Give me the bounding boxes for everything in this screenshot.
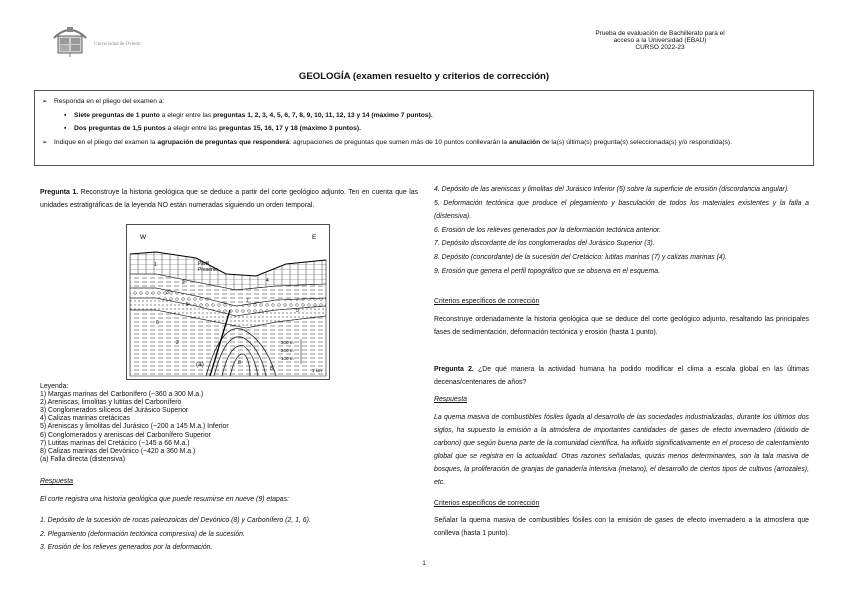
bullet-icon: ▪ (64, 125, 67, 132)
answer-steps-left (40, 514, 418, 555)
unit-label: 2 (176, 340, 179, 346)
fault-label: (a) (196, 361, 204, 368)
unit-label: 3 (166, 290, 169, 296)
page-number: 1 (422, 560, 426, 567)
answer-step: 6. Erosión de los relieves generados por la deformación tectónica anterior. (434, 226, 661, 234)
unit-label: 1 (154, 262, 157, 268)
unit-label: 4 (266, 278, 269, 284)
answer-step: 3. Erosión de los relieves generados por la deformación. (40, 544, 213, 551)
legend-item: 7) Lutitas marinas del Cretácico (~145 a 66 M.a.) (40, 439, 190, 447)
answer-text: La quema masiva de combustibles fósiles ligada al desarrollo de las sociedades industrializadas, durante los últimos dos siglos, ha supuesto la emisión a la atmósfera de importantes cantidades de gases de efecto invernadero (dióxido de carbono) que según buena parte de la comunidad científica, ha influido significativamente en el proceso de calentamiento global que se registra en la actualidad. Otras razones señaladas, quizás menos determinantes, son la tala masiva de bosques, la proliferación de granjas de ganadería intensiva (metano), el desarrollo de ciertos tipos de cultivos (arrozales), etc. (434, 414, 809, 486)
question-label: Pregunta 2. (434, 366, 474, 373)
unit-label: 6 (156, 320, 159, 326)
answer-step: 1. Depósito de la sucesión de rocas paleozoicas del Devónico (8) y Carbonífero (2, 1, 6). (40, 517, 311, 524)
legend-item: 8) Calizas marinas del Devónico (~420 a 360 M.a.) (40, 447, 196, 455)
question-2-statement: Pregunta 2. ¿De qué manera la actividad humana ha podido modificar el clima a escala global en las últimas decenas/centenares de años? (434, 366, 809, 386)
instruction-item: ▪ Dos preguntas de 1,5 puntos a elegir entre las preguntas 15, 16, 17 y 18 (máximo 3 puntos). (42, 122, 806, 136)
answer-intro: El corte registra una historia geológica que puede resumirse en nueve (9) etapas: (40, 496, 289, 503)
scale-label: 200 m (281, 348, 294, 353)
criterios-label: Criterios específicos de corrección (434, 298, 540, 305)
answer-step: 8. Depósito (concordante) de la sucesión del Cretácico: lutitas marinas (7) y calizas marinas (4). (434, 253, 727, 261)
criterios-text: Señalar la quema masiva de combustibles fósiles con la emisión de gases de efecto invernadero a la atmosfera que conlleva (hasta 1 punto). (434, 517, 809, 537)
legend-item: 4) Calizas marinas cretácicas (40, 415, 130, 423)
question-label: Pregunta 1. (40, 189, 79, 196)
perfil-label: Presente (198, 267, 219, 273)
answer-step: 4. Depósito de las areniscas y limolitas del Jurásico Inferior (5) sobre la superficie de erosión (discordancia angular). (434, 186, 790, 193)
instruction-intro: ➢ Responda en el pliego del examen a: (42, 95, 806, 109)
legend-title: Leyenda: (40, 383, 69, 390)
answer-step: 2. Plegamiento (deformación tectónica compresiva) de la sucesión. (40, 530, 245, 538)
document-title: GEOLOGÍA (examen resuelto y criterios de corrección) (298, 71, 550, 82)
figure-legend (40, 383, 418, 464)
unit-label: 7 (246, 298, 249, 304)
km-label: 1 km (312, 368, 322, 373)
university-logo (50, 24, 150, 58)
unit-label: 8 (270, 366, 273, 372)
arrow-bullet-icon: ➢ (42, 138, 48, 146)
geological-cross-section (126, 224, 330, 380)
instruction-note: ➢ Indique en el pliego del examen la agrupación de preguntas que responderá: agrupaciones de preguntas que sumen más de 10 puntos conllevarán la anulación de la(s) última(s) pregunta(s) seleccionada(s) y/o respondida(s). (42, 136, 806, 150)
instruction-item: ▪ Siete preguntas de 1 punto a elegir entre las preguntas 1, 2, 3, 4, 5, 6, 7, 8, 9, 10, 11, 12, 13 y 14 (máximo 7 puntos). (42, 109, 806, 123)
perfil-label: Perfil (198, 261, 210, 267)
university-crest-icon (50, 24, 90, 58)
logo-text: Universidad de Oviedo (94, 42, 141, 47)
scale-label: 300 m (281, 340, 294, 345)
east-label: E (312, 234, 317, 241)
answer-steps-right (434, 183, 809, 278)
legend-item: 1) Margas marinas del Carbonífero (~360 a 300 M.a.) (40, 391, 204, 399)
header-line: acceso a la Universidad (EBAU) (613, 37, 707, 45)
header-line: CURSO 2022-23 (635, 44, 685, 52)
legend-item: 6) Conglomerados y areniscas del Carbonífero Superior (40, 431, 211, 439)
bullet-icon: ▪ (64, 111, 67, 119)
exam-header-info (560, 30, 760, 52)
answer-step: 7. Depósito discordante de los conglomerados del Jurásico Superior (3). (434, 240, 655, 248)
unit-label: 8 (238, 360, 241, 366)
criterios-label: Criterios específicos de corrección (434, 500, 540, 507)
legend-item: (a) Falla directa (distensiva) (40, 455, 126, 463)
answer-step: 9. Erosión que genera el perfil topográfico que se observa en el esquema. (434, 267, 661, 275)
criterios-text: Reconstruye ordenadamente la historia geológica que se deduce del corte geológico adjunto, resaltando las principales fases de sedimentación, deformación tectónica y erosión (hasta 1 punto). (434, 316, 809, 336)
unit-label: 5 (296, 308, 299, 314)
west-label: W (140, 234, 147, 241)
scale-label: 100 m (281, 356, 294, 361)
instructions-box (34, 90, 814, 166)
legend-item: 2) Areniscas, limolitas y lutitas del Carbonífero (40, 399, 182, 407)
unit-label: 2 (182, 280, 185, 286)
unit-label: 5 (186, 302, 189, 308)
question-1-statement: Pregunta 1. Reconstruye la historia geológica que se deduce a partir del corte geológico adjunto. Ten en cuenta que las unidades estratigráficas de la leyenda NO están numeradas siguiendo un orden temporal. (40, 189, 419, 209)
header-line: Prueba de evaluación de Bachillerato para el (595, 30, 725, 37)
legend-item: 5) Areniscas y limolitas del Jurásico (~200 a 145 M.a.) Inferior (40, 423, 229, 431)
respuesta-label: Respuesta (434, 396, 467, 403)
respuesta-label: Respuesta (40, 478, 73, 485)
arrow-bullet-icon: ➢ (42, 98, 48, 105)
answer-step: 5. Deformación tectónica que produce el plegamiento y basculación de todos los materiales existentes y la falla a (distensiva). (434, 199, 809, 221)
legend-item: 3) Conglomerados silíceos del Jurásico Superior (40, 407, 189, 415)
